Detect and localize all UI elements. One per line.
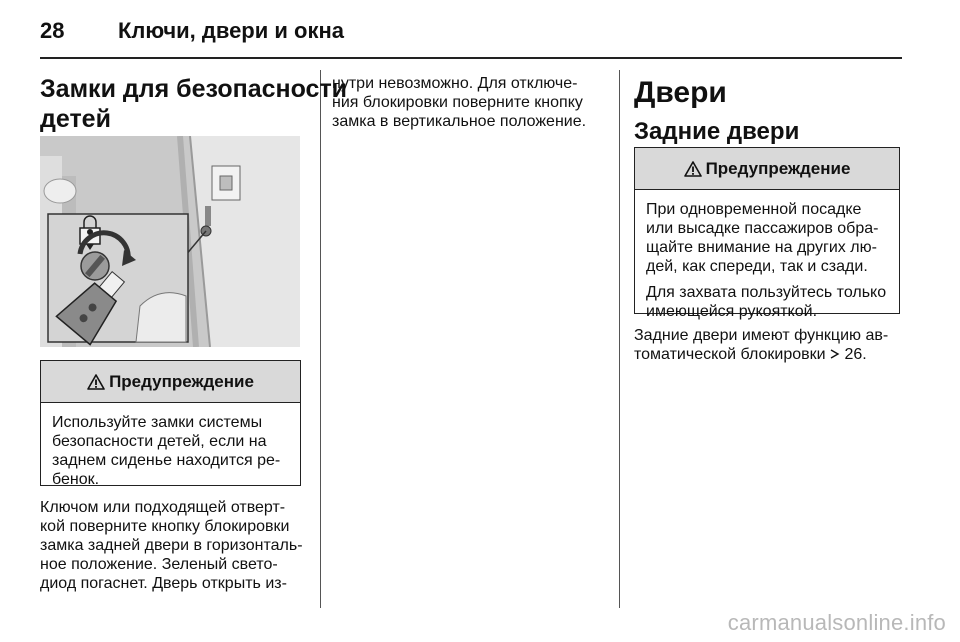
warning-header bbox=[635, 148, 899, 190]
warning-box-child-locks bbox=[40, 360, 301, 486]
column-divider-left bbox=[320, 70, 321, 608]
warning-text-2: Для захвата пользуйтесь только имеющейся рукояткой. bbox=[646, 284, 887, 320]
warning-header bbox=[41, 361, 300, 403]
page-reference-link[interactable]: 26. bbox=[844, 346, 867, 363]
header-rule bbox=[40, 57, 902, 59]
child-lock-body-continued: нутри невозможно. Для отключе- ния блокировки поверните кнопку замка в вертикальное положение. bbox=[332, 75, 587, 130]
warning-label: Предупреждение bbox=[705, 158, 851, 178]
column-divider-right bbox=[619, 70, 620, 608]
warning-triangle-icon bbox=[87, 374, 105, 390]
warning-text-1: При одновременной посадке или высадке пассажиров обра- щайте внимание на других лю- дей, как спереди, так и сзади. bbox=[646, 201, 879, 275]
rear-doors-body-prefix: Задние двери имеют функцию ав- томатической блокировки bbox=[634, 327, 889, 363]
warning-triangle-icon bbox=[684, 161, 702, 177]
warning-box-rear-doors bbox=[634, 147, 900, 320]
page-reference-arrow-icon bbox=[830, 348, 840, 360]
watermark: carmanualsonline.info bbox=[727, 610, 946, 635]
rear-doors-body-text bbox=[634, 326, 906, 364]
page-number: 28 bbox=[40, 18, 65, 43]
section-heading-child-locks: Замки для безопасности детей bbox=[40, 75, 348, 133]
warning-label: Предупреждение bbox=[109, 371, 254, 391]
subsection-heading-rear-doors: Задние двери bbox=[634, 118, 800, 145]
section-heading-doors: Двери bbox=[634, 76, 727, 109]
child-lock-illustration bbox=[40, 136, 300, 347]
page-header-title: Ключи, двери и окна bbox=[118, 18, 344, 43]
warning-text: Используйте замки системы безопасности детей, если на заднем сиденье находится ре- бенок. bbox=[52, 414, 281, 488]
child-lock-body-text: Ключом или подходящей отверт- кой поверните кнопку блокировки замка задней двери в горизонталь- ное положение. Зеленый свето- диод погаснет. Дверь открыть из- bbox=[40, 499, 303, 592]
